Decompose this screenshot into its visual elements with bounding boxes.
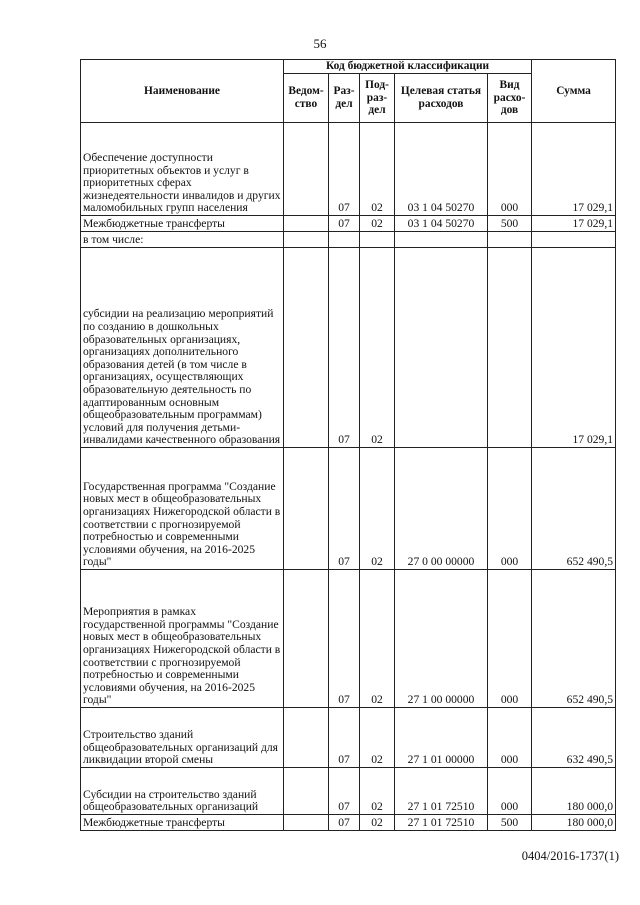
row-summa: 180 000,0 <box>532 815 616 831</box>
row-podrazdel: 02 <box>360 708 395 768</box>
row-summa: 652 490,5 <box>532 448 616 570</box>
row-vedomstvo <box>284 768 329 815</box>
row-tselevaya: 03 1 04 50270 <box>395 123 488 216</box>
row-name: Государственная программа "Создание новых мест в общеобразовательных организациях Нижегородской области в соответствии с прогнозируемой потребностью и современными условиями обучения, на 2016-2025 годы" <box>81 448 284 570</box>
budget-table <box>80 59 616 831</box>
table-row <box>81 768 616 815</box>
row-razdel: 07 <box>329 216 360 232</box>
row-razdel: 07 <box>329 815 360 831</box>
row-name: Мероприятия в рамках государственной программы "Создание новых мест в общеобразовательных организациях Нижегородской области в соответствии с прогнозируемой потребностью и современными условиями обучения, на 2016-2025 годы" <box>81 570 284 708</box>
row-tselevaya: 27 1 01 72510 <box>395 768 488 815</box>
row-name: Субсидии на строительство зданий общеобразовательных организаций <box>81 768 284 815</box>
row-summa: 652 490,5 <box>532 570 616 708</box>
row-vedomstvo <box>284 448 329 570</box>
row-razdel: 07 <box>329 448 360 570</box>
header-summa: Сумма <box>532 60 616 123</box>
row-vedomstvo <box>284 216 329 232</box>
table-row <box>81 248 616 448</box>
row-tselevaya: 27 1 00 00000 <box>395 570 488 708</box>
table-row <box>81 815 616 831</box>
page-number: 56 <box>313 36 327 51</box>
row-podrazdel: 02 <box>360 768 395 815</box>
row-razdel: 07 <box>329 768 360 815</box>
row-tselevaya <box>395 248 488 448</box>
table-row <box>81 708 616 768</box>
row-vid <box>488 232 532 248</box>
row-vedomstvo <box>284 232 329 248</box>
row-name: Обеспечение доступности приоритетных объектов и услуг в приоритетных сферах жизнедеятельности инвалидов и других маломобильных групп населения <box>81 123 284 216</box>
row-vedomstvo <box>284 708 329 768</box>
table-row <box>81 232 616 248</box>
table-row <box>81 570 616 708</box>
row-tselevaya: 27 0 00 00000 <box>395 448 488 570</box>
row-vid <box>488 248 532 448</box>
row-podrazdel <box>360 232 395 248</box>
header-podrazdel: Под-раз-дел <box>360 74 395 123</box>
row-summa: 17 029,1 <box>532 216 616 232</box>
row-vid: 000 <box>488 448 532 570</box>
row-tselevaya: 27 1 01 00000 <box>395 708 488 768</box>
row-vedomstvo <box>284 248 329 448</box>
header-tselevaya: Целевая статья расходов <box>395 74 488 123</box>
row-tselevaya: 27 1 01 72510 <box>395 815 488 831</box>
table-row <box>81 448 616 570</box>
table-row <box>81 216 616 232</box>
row-vedomstvo <box>284 815 329 831</box>
row-podrazdel: 02 <box>360 815 395 831</box>
row-razdel: 07 <box>329 123 360 216</box>
row-tselevaya: 03 1 04 50270 <box>395 216 488 232</box>
row-razdel: 07 <box>329 708 360 768</box>
table-row <box>81 123 616 216</box>
header-vedomstvo: Ведом-ство <box>284 74 329 123</box>
row-razdel: 07 <box>329 570 360 708</box>
row-vid: 000 <box>488 570 532 708</box>
row-summa: 17 029,1 <box>532 248 616 448</box>
header-razdel: Раз-дел <box>329 74 360 123</box>
row-razdel: 07 <box>329 248 360 448</box>
row-podrazdel: 02 <box>360 248 395 448</box>
row-name: субсидии на реализацию мероприятий по созданию в дошкольных образовательных организациях, организациях дополнительного образования детей (в том числе в организациях, осуществляющих образовательную деятельность по адаптированным основным общеобразовательным программам) условий для получения детьми-инвалидами качественного образования <box>81 248 284 448</box>
row-name: в том числе: <box>81 232 284 248</box>
row-name: Межбюджетные трансферты <box>81 216 284 232</box>
row-tselevaya <box>395 232 488 248</box>
row-summa <box>532 232 616 248</box>
row-name: Строительство зданий общеобразовательных организаций для ликвидации второй смены <box>81 708 284 768</box>
row-vid: 000 <box>488 768 532 815</box>
row-name: Межбюджетные трансферты <box>81 815 284 831</box>
row-podrazdel: 02 <box>360 123 395 216</box>
row-podrazdel: 02 <box>360 448 395 570</box>
row-vedomstvo <box>284 123 329 216</box>
row-summa: 180 000,0 <box>532 768 616 815</box>
row-podrazdel: 02 <box>360 216 395 232</box>
row-razdel <box>329 232 360 248</box>
row-summa: 632 490,5 <box>532 708 616 768</box>
document-code: 0404/2016-1737(1) <box>521 849 619 863</box>
header-vid: Вид расхо-дов <box>488 74 532 123</box>
row-vid: 500 <box>488 815 532 831</box>
row-vedomstvo <box>284 570 329 708</box>
row-vid: 000 <box>488 123 532 216</box>
row-summa: 17 029,1 <box>532 123 616 216</box>
row-vid: 000 <box>488 708 532 768</box>
row-vid: 500 <box>488 216 532 232</box>
header-name: Наименование <box>81 60 284 123</box>
header-classification-group: Код бюджетной классификации <box>284 60 532 74</box>
row-podrazdel: 02 <box>360 570 395 708</box>
